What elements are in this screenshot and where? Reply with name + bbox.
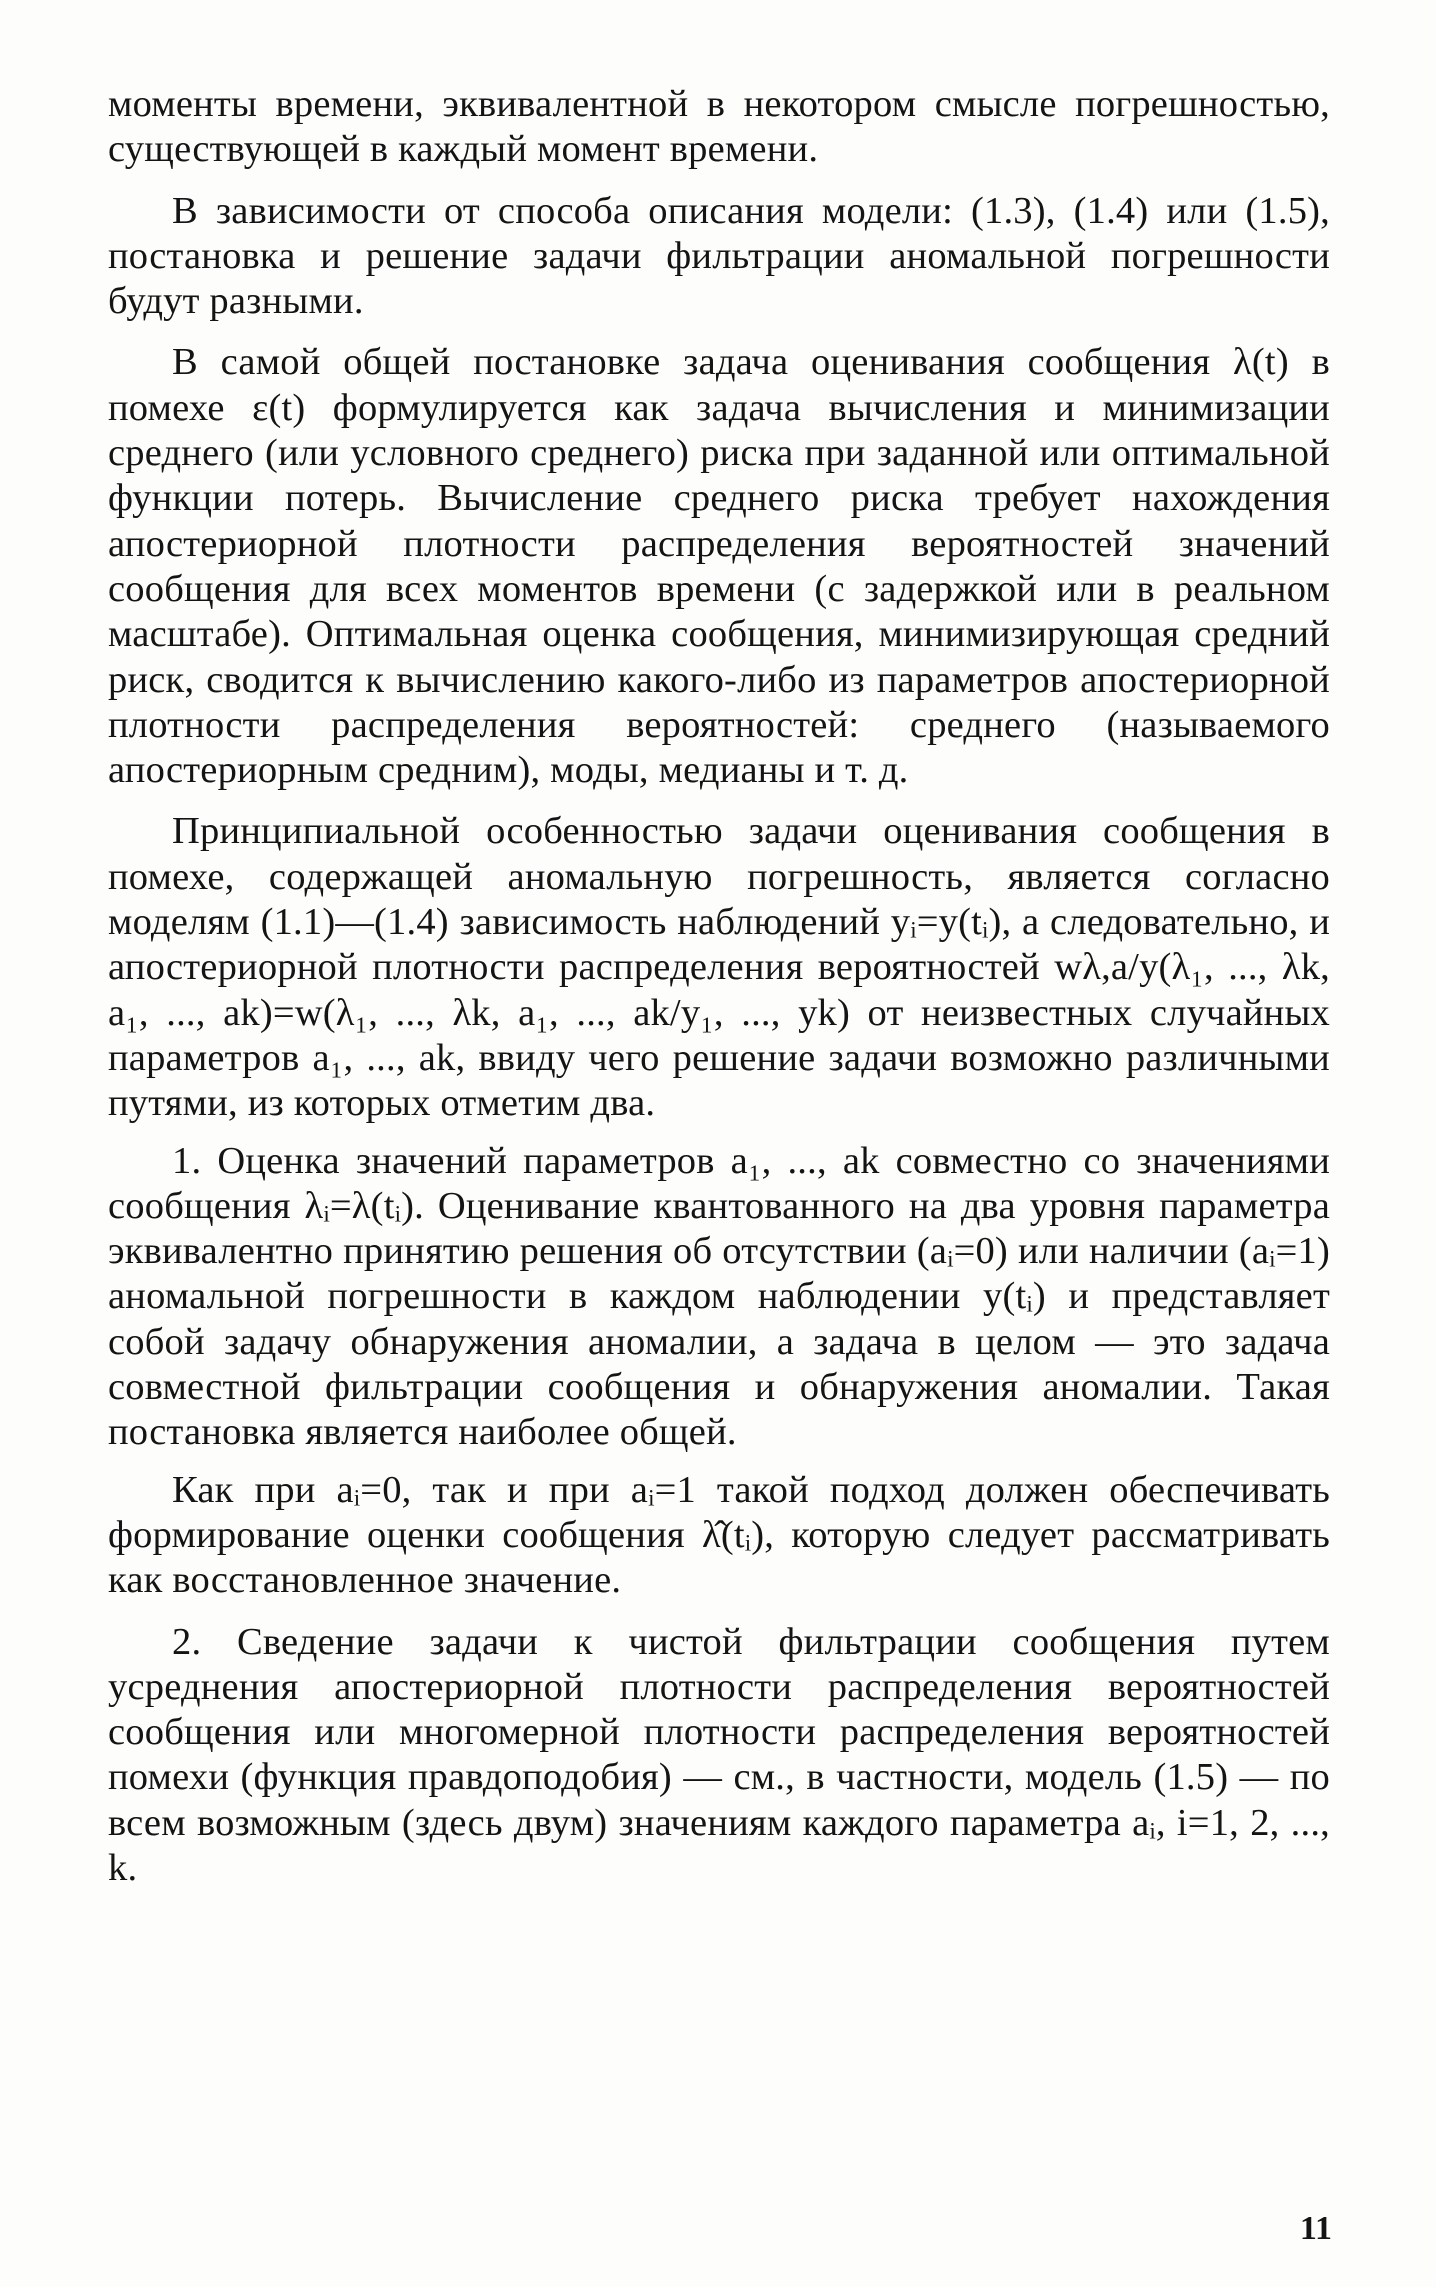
paragraph-estimate-note: Как при aᵢ=0, так и при aᵢ=1 такой подход должен обеспечивать формирование оценки сообщения λ̂(tᵢ), которую следует рассматривать как восстановленное значение. [108,1468,1330,1602]
paragraph-approach-one: 1. Оценка значений параметров a₁, ..., ak совместно со значениями сообщения λᵢ=λ(tᵢ). Оценивание квантованного на два уровня параметра эквивалентно принятию решения об отсутствии (aᵢ=0) или наличии (aᵢ=1) аномальной погрешности в каждом наблюдении y(tᵢ) и представляет собой задачу обнаружения аномалии, а задача в целом — это задача совместной фильтрации сообщения и обнаружения аномалии. Такая постановка является наиболее общей. [108,1139,1330,1454]
paragraph-approach-two: 2. Сведение задачи к чистой фильтрации сообщения путем усреднения апостериорной плотности распределения вероятностей сообщения или многомерной плотности распределения вероятностей помехи (функция правдоподобия) — см., в частности, модель (1.5) — по всем возможным (здесь двум) значениям каждого параметра aᵢ, i=1, 2, ..., k. [108,1620,1330,1889]
paragraph-general-problem: В самой общей постановке задача оценивания сообщения λ(t) в помехе ε(t) формулируется как задача вычисления и минимизации среднего (или условного среднего) риска при заданной или оптимальной функции потерь. Вычисление среднего риска требует нахождения апостериорной плотности распределения вероятностей значений сообщения для всех моментов времени (с задержкой или в реальном масштабе). Оптимальная оценка сообщения, минимизирующая средний риск, сводится к вычислению какого-либо из параметров апостериорной плотности распределения вероятностей: среднего (называемого апостериорным средним), моды, медианы и т. д. [108,341,1330,792]
paragraph-model-description: В зависимости от способа описания модели: (1.3), (1.4) или (1.5), постановка и решение задачи фильтрации аномальной погрешности будут разными. [108,189,1330,323]
paragraph-key-feature: Принципиальной особенностью задачи оценивания сообщения в помехе, содержащей аномальную погрешность, является согласно моделям (1.1)—(1.4) зависимость наблюдений yᵢ=y(tᵢ), а следовательно, и апостериорной плотности распределения вероятностей wλ,a/y(λ₁, ..., λk, a₁, ..., ak)=w(λ₁, ..., λk, a₁, ..., ak/y₁, ..., yk) от неизвестных случайных параметров a₁, ..., ak, ввиду чего решение задачи возможно различными путями, из которых отметим два. [108,810,1330,1125]
page-number: 11 [1299,2210,1332,2247]
page-text [108,82,1330,1891]
paragraph-continuation: моменты времени, эквивалентной в некотором смысле погрешностью, существующей в каждый момент времени. [108,83,1330,171]
